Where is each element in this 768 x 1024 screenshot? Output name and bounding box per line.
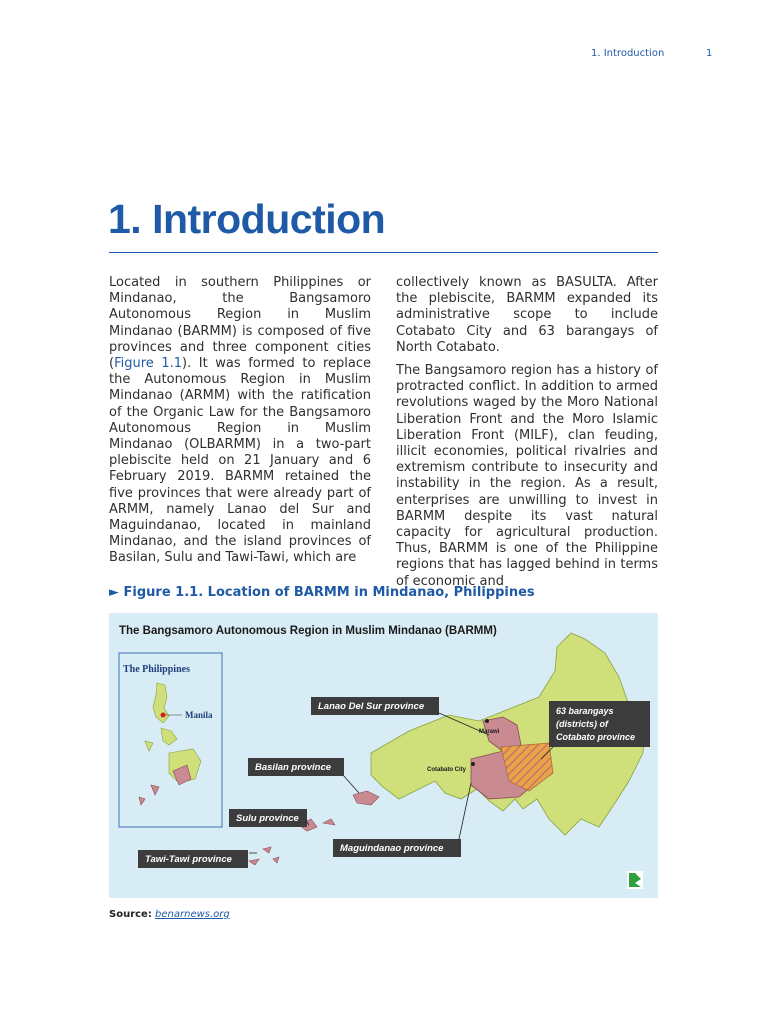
- source-label: Source:: [109, 909, 152, 920]
- paragraph: Located in southern Philippines or Mindanao, the Bangsamoro Autonomous Region in Muslim Mindanao (BARMM) is composed of five provinces and three component cities (Figure 1.1). It was formed to replace the Autonomous Region in Muslim Mindanao (ARMM) with the ratification of the Organic Law for the Bangsamoro Autonomous Region in Muslim Mindanao (OLBARMM) in a two-part plebiscite held on 21 January and 6 February 2019. BARMM retained the five provinces that were already part of ARMM, namely Lanao del Sur and Maguindanao, located in mainland Mindanao, and the island provinces of Basilan, Sulu and Tawi-Tawi, which are: [109, 275, 372, 566]
- caption-arrow-icon: ►: [109, 585, 119, 600]
- svg-text:Sulu province: Sulu province: [236, 813, 299, 824]
- paragraph: collectively known as BASULTA. After the plebiscite, BARMM expanded its administrative scope to include Cotabato City and 63 barangays of North Cotabato.: [396, 275, 658, 355]
- cotabato-city-marker: [471, 762, 475, 766]
- svg-text:Maguindanao province: Maguindanao province: [340, 843, 444, 854]
- figure-reference-link[interactable]: Figure 1.1: [114, 356, 183, 372]
- right-column: [396, 275, 658, 597]
- source-link[interactable]: benarnews.org: [155, 909, 230, 920]
- label-lanao: [311, 697, 439, 715]
- benarnews-logo-icon: [627, 871, 643, 889]
- caption-text: Figure 1.1. Location of BARMM in Mindanao, Philippines: [123, 585, 535, 600]
- label-tawi-tawi: [138, 850, 248, 868]
- title-divider: [109, 252, 658, 253]
- page-number: 1: [706, 48, 713, 59]
- chapter-title: 1. Introduction: [108, 196, 386, 242]
- map-graphic: [109, 613, 658, 898]
- running-head: [0, 48, 768, 62]
- label-basilan: [248, 758, 344, 776]
- svg-text:Lanao Del Sur province: Lanao Del Sur province: [318, 701, 425, 712]
- barmm-map: [109, 613, 658, 898]
- manila-marker-icon: [161, 713, 166, 718]
- left-column: [109, 275, 371, 574]
- svg-text:Basilan province: Basilan province: [255, 762, 332, 773]
- label-barangays-line3: Cotabato province: [556, 732, 636, 742]
- label-maguindanao: [333, 839, 461, 857]
- label-barangays-line2: (districts) of: [556, 719, 609, 729]
- map-title: The Bangsamoro Autonomous Region in Muslim Mindanao (BARMM): [119, 625, 497, 637]
- label-sulu: [229, 809, 307, 827]
- tawi-tawi-islands: [249, 847, 279, 865]
- marawi-label: Marawi: [479, 729, 500, 735]
- svg-text:63 barangays: 63 barangays: [556, 706, 614, 716]
- marawi-marker: [485, 719, 489, 723]
- inset-city-label: Manila: [185, 710, 213, 720]
- running-head-section: 1. Introduction: [591, 48, 665, 59]
- figure-caption: [109, 585, 535, 600]
- figure-source: [109, 909, 230, 920]
- basilan-island: [353, 791, 379, 805]
- cotabato-city-label: Cotabato City: [427, 767, 466, 773]
- svg-text:Tawi-Tawi province: Tawi-Tawi province: [145, 854, 232, 865]
- paragraph: The Bangsamoro region has a history of protracted conflict. In addition to armed revolutions waged by the Moro National Liberation Front and the Moro Islamic Liberation Front (MILF), clan feuding, illicit economies, political rivalries and extremism contribute to insecurity and instability in the region. As a result, enterprises are unwilling to invest in BARMM despite its vast natural capacity for agricultural production. Thus, BARMM is one of the Philippine regions that has lagged behind in terms of economic and: [396, 363, 658, 589]
- inset-title: The Philippines: [123, 664, 190, 675]
